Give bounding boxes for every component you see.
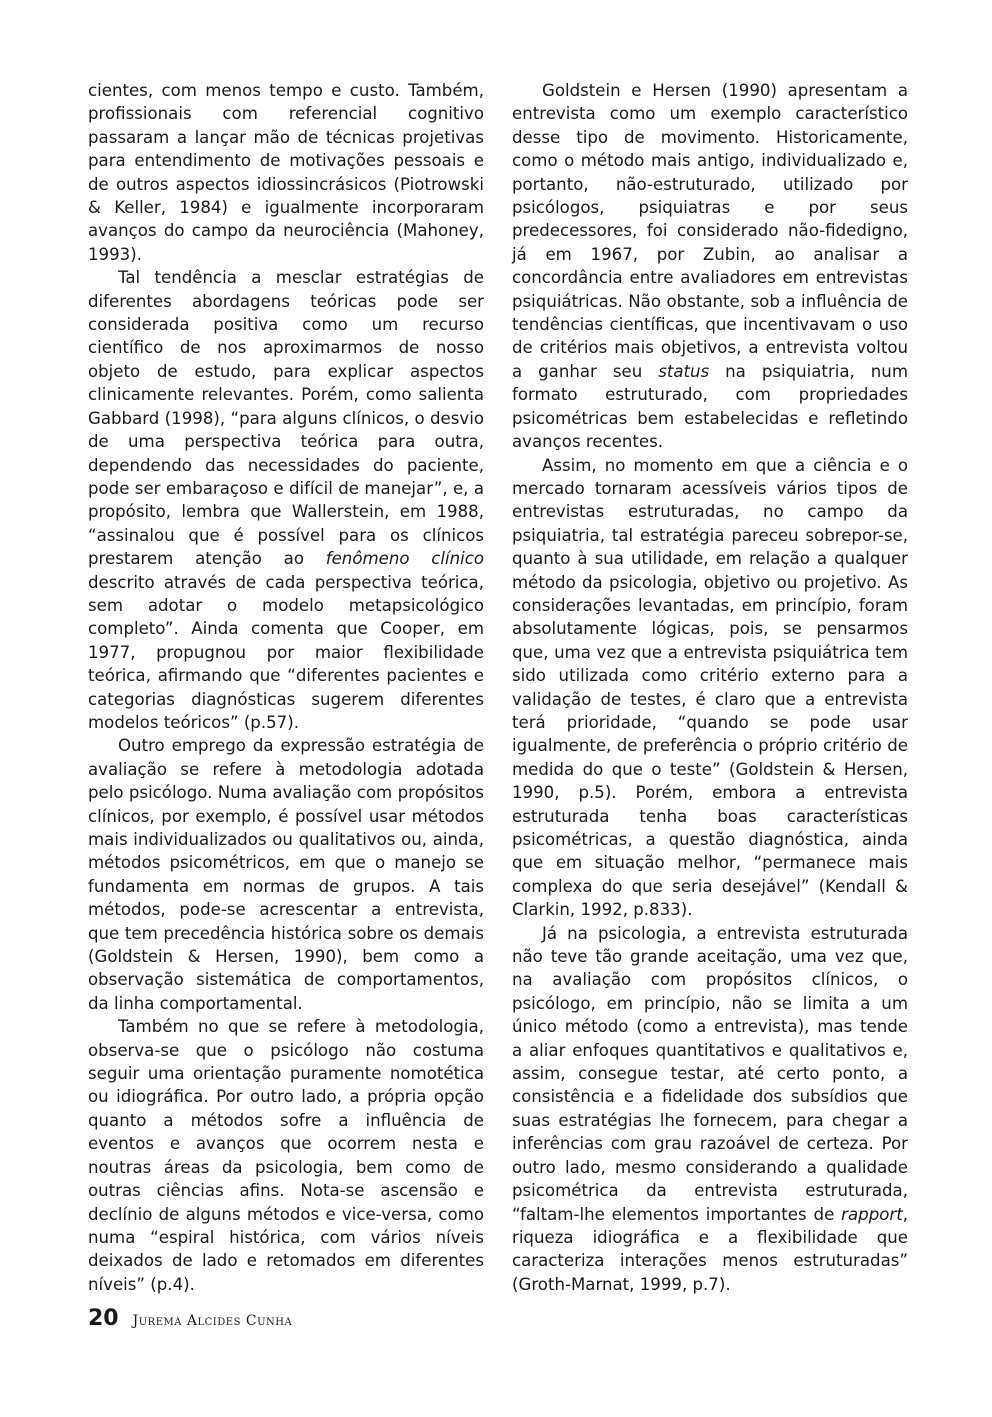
running-head-author: Jurema Alcides Cunha — [132, 1313, 293, 1329]
paragraph — [512, 922, 908, 1297]
paragraph-text: na psiquiatria, num formato estruturado, com propriedades psicométricas bem estabelecidas e refletindo avanços recentes. — [512, 361, 908, 452]
paragraph-text: cientes, com menos tempo e custo. Também, profissionais com referencial cognitivo passaram a lançar mão de técnicas projetivas para entendimento de motivações pessoais e de outros aspectos idiossincrásicos (Piotrowski & Keller, 1984) e igualmente incorporaram avanços do campo da neurociência (Mahoney, 1993). — [88, 81, 484, 264]
page-number: 20 — [88, 1306, 119, 1331]
paragraph-text: , riqueza idiográfica e a flexibilidade que caracteriza interações menos estruturadas” (Groth-Marnat, 1999, p.7). — [512, 1204, 908, 1294]
paragraph-text: descrito através de cada perspectiva teórica, sem adotar o modelo metapsicológico completo”. Ainda comenta que Cooper, em 1977, propugnou por maior flexibilidade teórica, afirmando que “diferentes pacientes e categorias diagnósticas sugerem diferentes modelos teóricos” (p.57). — [88, 572, 484, 732]
paragraph — [88, 734, 484, 1015]
paragraph-text: Tal tendência a mesclar estratégias de diferentes abordagens teóricas pode ser considerada positiva como um recurso científico de nos aproximarmos de nosso objeto de estudo, para explicar aspectos clinicamente relevantes. Porém, como salienta Gabbard (1998), “para alguns clínicos, o desvio de uma perspectiva teórica para outra, dependendo das necessidades do paciente, pode ser embaraçoso e difícil de manejar”, e, a propósito, lembra que Wallerstein, em 1988, “assinalou que é possível para os clínicos prestarem atenção ao — [88, 268, 484, 569]
paragraph — [88, 1015, 484, 1296]
emphasis-text: status — [658, 361, 710, 381]
emphasis-text: fenômeno clínico — [325, 549, 484, 569]
paragraph-text: Assim, no momento em que a ciência e o mercado tornaram acessíveis vários tipos de entrevistas estruturadas, no campo da psiquiatria, tal estratégia pareceu sobrepor-se, quanto à sua utilidade, em relação a qualquer método da psicologia, objetivo ou projetivo. As considerações levantadas, em princípio, foram absolutamente lógicas, pois, se pensarmos que, uma vez que a entrevista psiquiátrica tem sido utilizada como critério externo para a validação de testes, é claro que a entrevista terá prioridade, “quando se pode usar igualmente, de preferência o próprio critério de medida do que o teste” (Goldstein & Hersen, 1990, p.5). Porém, embora a entrevista estruturada tenha boas características psicométricas, a questão diagnóstica, ainda que em situação melhor, “permanece mais complexa do que seria desejável” (Kendall & Clarkin, 1992, p.833). — [512, 455, 908, 920]
paragraph — [88, 79, 484, 266]
paragraph-text: Outro emprego da expressão estratégia de avaliação se refere à metodologia adotada pelo psicólogo. Numa avaliação com propósitos clínicos, por exemplo, é possível usar métodos mais individualizados ou qualitativos ou, ainda, métodos psicométricos, em que o manejo se fundamenta em normas de grupos. A tais métodos, pode-se acrescentar a entrevista, que tem precedência histórica sobre os demais (Goldstein & Hersen, 1990), bem como a observação sistemática de comportamentos, da linha comportamental. — [88, 736, 484, 1013]
paragraph — [512, 79, 908, 454]
paragraph-text: Já na psicologia, a entrevista estruturada não teve tão grande aceitação, uma vez que, na avaliação com propósitos clínicos, o psicólogo, em princípio, não se limita a um único método (como a entrevista), mas tende a aliar enfoques quantitativos e qualitativos e, assim, consegue testar, até certo ponto, a consistência e a fidelidade dos subsídios que suas estratégias lhe fornecem, para chegar a inferências com grau razoável de certeza. Por outro lado, mesmo considerando a qualidade psicométrica da entrevista estruturada, “faltam-lhe elementos importantes de — [512, 923, 908, 1224]
paragraph-text: Goldstein e Hersen (1990) apresentam a entrevista como um exemplo característico desse tipo de movimento. Historicamente, como o método mais antigo, individualizado e, portanto, não-estruturado, utilizado por psicólogos, psiquiatras e por seus predecessores, foi considerado não-fidedigno, já em 1967, por Zubin, ao analisar a concordância entre avaliadores em entrevistas psiquiátricas. Não obstante, sob a influência de tendências científicas, que incentivavam o uso de critérios mais objetivos, a entrevista voltou a ganhar seu — [512, 81, 908, 381]
paragraph — [512, 454, 908, 922]
left-column — [88, 79, 484, 1296]
right-column — [512, 79, 908, 1296]
emphasis-text: rapport — [841, 1204, 903, 1224]
paragraph — [88, 266, 484, 734]
page-footer — [88, 1306, 292, 1331]
paragraph-text: Também no que se refere à metodologia, observa-se que o psicólogo não costuma seguir uma orientação puramente nomotética ou idiográfica. Por outro lado, a própria opção quanto a métodos sofre a influência de eventos e avanços que ocorrem nesta e noutras áreas da psicologia, bem como de outras ciências afins. Nota-se ascensão e declínio de alguns métodos e vice-versa, como numa “espiral histórica, com vários níveis deixados de lado e retomados em diferentes níveis” (p.4). — [88, 1017, 484, 1294]
